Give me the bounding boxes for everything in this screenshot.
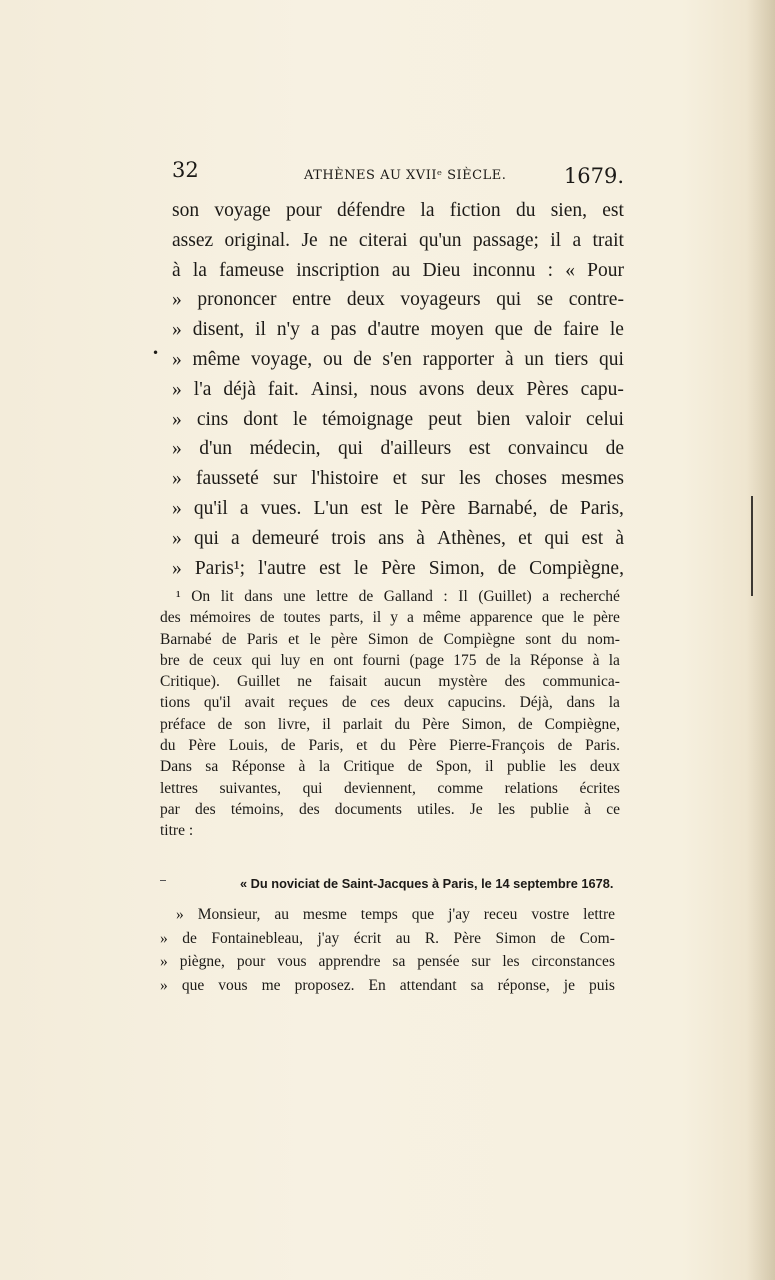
letter-line: » piègne, pour vous apprendre sa pensée sur les circonstances [160, 953, 615, 970]
footnote-line: titre : [160, 822, 194, 840]
footnote-line: par des témoins, des documents utiles. Je les publie à ce [160, 800, 620, 818]
margin-rule [751, 496, 753, 596]
running-title: ATHÈNES AU XVIIᵉ SIÈCLE. [304, 168, 507, 183]
letter-line: » de Fontainebleau, j'ay écrit au R. Père Simon de Com- [160, 929, 615, 947]
margin-dash [160, 880, 166, 881]
text-line: » disent, il n'y a pas d'autre moyen que de faire le [172, 319, 624, 341]
text-line: » fausseté sur l'histoire et sur les choses mesmes [172, 468, 624, 490]
text-line: » d'un médecin, qui d'ailleurs est convaincu de [172, 438, 624, 460]
text-line: à la fameuse inscription au Dieu inconnu : « Pour [172, 259, 624, 281]
text-line: assez original. Je ne citerai qu'un passage; il a trait [172, 229, 624, 251]
text-line: son voyage pour défendre la fiction du sien, est [172, 200, 624, 221]
header-year: 1679. [563, 164, 624, 188]
text-line: » qu'il a vues. L'un est le Père Barnabé, de Paris, [172, 497, 624, 519]
quoted-letter [160, 903, 615, 997]
margin-mark: • [152, 346, 160, 360]
text-line: » l'a déjà fait. Ainsi, nous avons deux Pères capu- [172, 378, 624, 400]
main-text [172, 196, 624, 583]
footnote [160, 586, 620, 842]
running-header [172, 158, 624, 190]
text-line: » cins dont le témoignage peut bien valoir celui [172, 408, 624, 430]
letter-line: » que vous me proposez. En attendant sa réponse, je puis [160, 976, 615, 994]
letter-dateline: « Du noviciat de Saint-Jacques à Paris, le 14 septembre 1678. [240, 876, 614, 891]
footnote-line: des mémoires de toutes parts, il y a même apparence que le père [160, 609, 620, 627]
text-line: » prononcer entre deux voyageurs qui se contre- [172, 289, 624, 311]
text-line: » qui a demeuré trois ans à Athènes, et qui est à [172, 527, 624, 549]
footnote-line: bre de ceux qui luy en ont fourni (page 175 de la Réponse à la [160, 651, 620, 669]
footnote-line: Barnabé de Paris et le père Simon de Compiègne sont du nom- [160, 630, 620, 648]
footnote-line: préface de son livre, il parlait du Père Simon, de Compiègne, [160, 715, 620, 733]
text-line: » Paris¹; l'autre est le Père Simon, de Compiègne, [172, 557, 624, 579]
footnote-line: du Père Louis, de Paris, et du Père Pierre-François de Paris. [160, 737, 620, 755]
footnote-line: Dans sa Réponse à la Critique de Spon, il publie les deux [160, 758, 620, 776]
text-line: » même voyage, ou de s'en rapporter à un tiers qui [172, 348, 624, 370]
footnote-line: ¹ On lit dans une lettre de Galland : Il (Guillet) a recherché [176, 588, 620, 605]
footnote-line: Critique). Guillet ne faisait aucun mystère des communica- [160, 673, 620, 691]
letter-line: » Monsieur, au mesme temps que j'ay receu vostre lettre [176, 906, 615, 923]
footnote-line: tions qu'il avait reçues de ces deux capucins. Déjà, dans la [160, 694, 620, 712]
footnote-line: lettres suivantes, qui deviennent, comme relations écrites [160, 779, 620, 797]
page-gutter-shadow [747, 0, 775, 1280]
page-number: 32 [172, 158, 199, 182]
